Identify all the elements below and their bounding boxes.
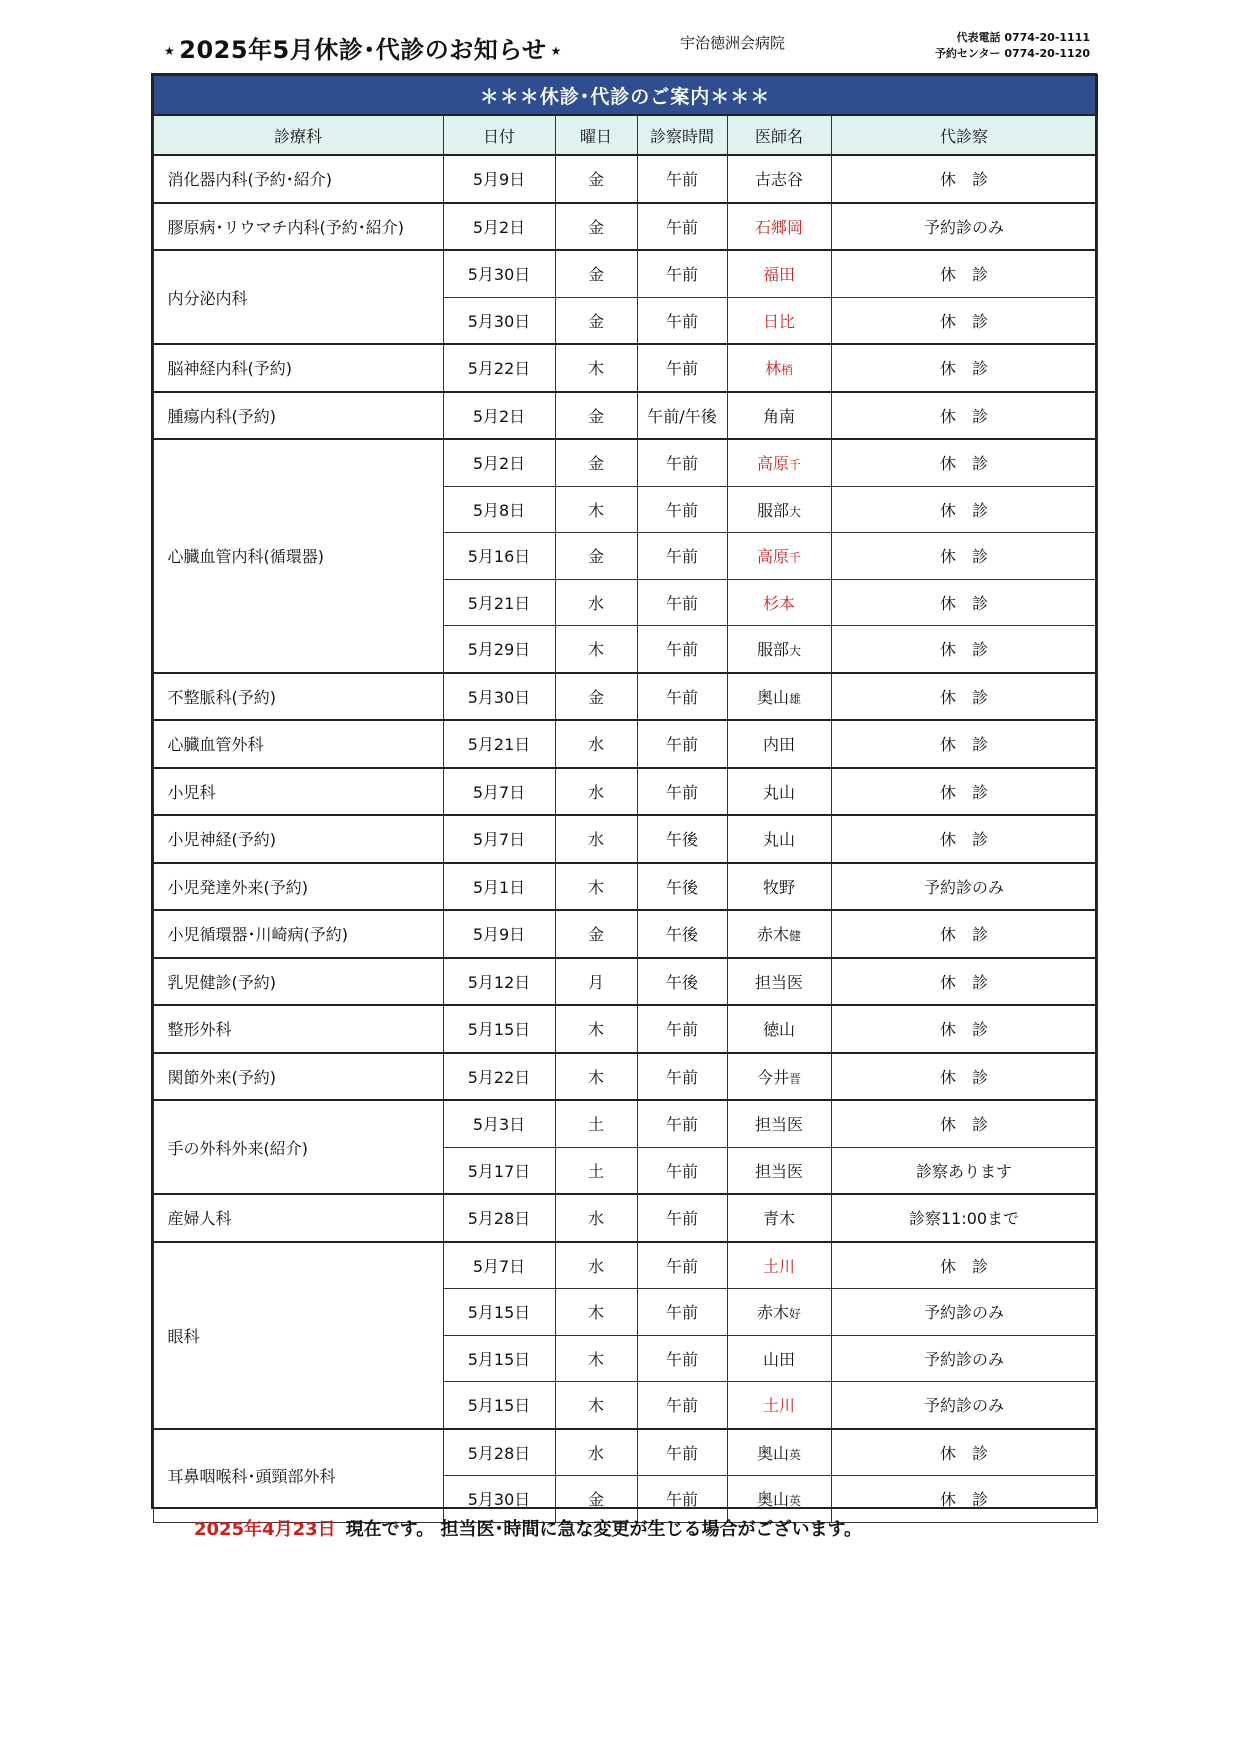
- session-cell: 午前: [637, 344, 727, 392]
- department-cell: 心臓血管内科(循環器): [153, 439, 443, 673]
- doctor-initial: 大: [789, 644, 802, 659]
- doctor-name: 内田: [762, 735, 795, 755]
- doctor-cell: [727, 1335, 831, 1382]
- date-cell: 5月28日: [443, 1194, 555, 1242]
- doctor-cell: [727, 250, 831, 297]
- doctor-name: 古志谷: [754, 170, 803, 190]
- doctor-name: 林: [764, 359, 781, 379]
- session-cell: 午前: [637, 673, 727, 721]
- doctor-cell: [727, 958, 831, 1006]
- table-row: [153, 1242, 1097, 1289]
- status-cell: 診察あります: [831, 1147, 1097, 1194]
- date-cell: 5月9日: [443, 155, 555, 203]
- session-cell: 午後: [637, 815, 727, 863]
- department-cell: 内分泌内科: [153, 250, 443, 344]
- doctor-name: 杉本: [762, 593, 795, 613]
- main-phone: 代表電話 0774-20-1111: [956, 31, 1090, 44]
- department-cell: 脳神経内科(予約): [153, 344, 443, 392]
- table-row: [153, 155, 1097, 203]
- weekday-cell: 金: [555, 392, 637, 440]
- weekday-cell: 水: [555, 815, 637, 863]
- footer-note: [194, 1515, 862, 1541]
- weekday-cell: 木: [555, 626, 637, 673]
- date-cell: 5月9日: [443, 910, 555, 958]
- doctor-cell: [727, 1429, 831, 1476]
- status-cell: 予約診のみ: [831, 203, 1097, 251]
- status-cell: 予約診のみ: [831, 1335, 1097, 1382]
- table-row: [153, 250, 1097, 297]
- weekday-cell: 金: [555, 673, 637, 721]
- doctor-initial: 好: [789, 1307, 802, 1322]
- status-cell: 休 診: [831, 720, 1097, 768]
- department-cell: 乳児健診(予約): [153, 958, 443, 1006]
- schedule-table: [152, 74, 1098, 1523]
- weekday-cell: 木: [555, 1005, 637, 1053]
- doctor-name: 奥山: [756, 1443, 789, 1463]
- session-cell: 午前: [637, 1194, 727, 1242]
- title-text: 2025年5月休診･代診のお知らせ: [179, 36, 547, 64]
- doctor-name: 角南: [762, 406, 795, 426]
- status-cell: 休 診: [831, 439, 1097, 486]
- status-cell: 休 診: [831, 815, 1097, 863]
- doctor-name: 服部: [756, 500, 789, 520]
- doctor-initial: 千: [789, 551, 802, 566]
- doctor-initial: 大: [789, 504, 802, 519]
- department-cell: 関節外来(予約): [153, 1053, 443, 1101]
- session-cell: 午後: [637, 863, 727, 911]
- department-cell: 心臓血管外科: [153, 720, 443, 768]
- department-cell: 消化器内科(予約･紹介): [153, 155, 443, 203]
- status-cell: 休 診: [831, 1100, 1097, 1147]
- table-row: [153, 392, 1097, 440]
- department-cell: 小児循環器･川崎病(予約): [153, 910, 443, 958]
- doctor-initial: 英: [789, 1494, 802, 1509]
- col-header: 代診察: [831, 115, 1097, 155]
- doctor-cell: [727, 1147, 831, 1194]
- department-cell: 産婦人科: [153, 1194, 443, 1242]
- department-cell: 腫瘍内科(予約): [153, 392, 443, 440]
- doctor-cell: [727, 1005, 831, 1053]
- doctor-name: 丸山: [762, 830, 795, 850]
- date-cell: 5月16日: [443, 533, 555, 580]
- status-cell: 診察11:00まで: [831, 1194, 1097, 1242]
- table-row: [153, 863, 1097, 911]
- doctor-name: 日比: [762, 311, 795, 331]
- date-cell: 5月2日: [443, 203, 555, 251]
- date-cell: 5月15日: [443, 1382, 555, 1429]
- session-cell: 午前: [637, 1335, 727, 1382]
- table-row: [153, 1053, 1097, 1101]
- session-cell: 午前: [637, 1242, 727, 1289]
- doctor-name: 丸山: [762, 782, 795, 802]
- doctor-name: 担当医: [754, 972, 803, 992]
- date-cell: 5月7日: [443, 1242, 555, 1289]
- status-cell: 休 診: [831, 155, 1097, 203]
- date-cell: 5月30日: [443, 673, 555, 721]
- doctor-initial: 雄: [789, 691, 802, 706]
- table-row: [153, 203, 1097, 251]
- weekday-cell: 金: [555, 250, 637, 297]
- session-cell: 午前/午後: [637, 392, 727, 440]
- table-banner: [153, 75, 1097, 115]
- doctor-name: 牧野: [762, 877, 795, 897]
- doctor-cell: [727, 626, 831, 673]
- department-cell: 小児神経(予約): [153, 815, 443, 863]
- session-cell: 午前: [637, 1429, 727, 1476]
- session-cell: 午前: [637, 1053, 727, 1101]
- session-cell: 午前: [637, 486, 727, 533]
- status-cell: 休 診: [831, 1053, 1097, 1101]
- doctor-name: 福田: [762, 265, 795, 285]
- date-cell: 5月7日: [443, 768, 555, 816]
- hospital-name: 宇治徳洲会病院: [680, 34, 786, 52]
- doctor-cell: [727, 486, 831, 533]
- doctor-cell: [727, 1289, 831, 1336]
- status-cell: 休 診: [831, 297, 1097, 344]
- doctor-cell: [727, 297, 831, 344]
- doctor-name: 赤木: [756, 925, 789, 945]
- doctor-name: 服部: [756, 640, 789, 660]
- table-row: [153, 439, 1097, 486]
- status-cell: 休 診: [831, 626, 1097, 673]
- session-cell: 午前: [637, 1289, 727, 1336]
- banner-text: ＊＊＊休診･代診のご案内＊＊＊: [153, 75, 1097, 115]
- doctor-cell: [727, 815, 831, 863]
- doctor-cell: [727, 1194, 831, 1242]
- date-cell: 5月15日: [443, 1335, 555, 1382]
- table-row: [153, 344, 1097, 392]
- session-cell: 午前: [637, 439, 727, 486]
- date-cell: 5月2日: [443, 392, 555, 440]
- doctor-cell: [727, 392, 831, 440]
- doctor-name: 今井: [756, 1067, 789, 1087]
- date-cell: 5月28日: [443, 1429, 555, 1476]
- weekday-cell: 金: [555, 203, 637, 251]
- date-cell: 5月15日: [443, 1005, 555, 1053]
- weekday-cell: 木: [555, 863, 637, 911]
- department-cell: 整形外科: [153, 1005, 443, 1053]
- session-cell: 午前: [637, 1147, 727, 1194]
- session-cell: 午前: [637, 1005, 727, 1053]
- doctor-name: 担当医: [754, 1115, 803, 1135]
- footer-text: 現在です。 担当医･時間に急な変更が生じる場合がございます。: [345, 1519, 863, 1540]
- doctor-cell: [727, 579, 831, 626]
- doctor-cell: [727, 1100, 831, 1147]
- weekday-cell: 金: [555, 910, 637, 958]
- doctor-cell: [727, 910, 831, 958]
- status-cell: 休 診: [831, 579, 1097, 626]
- table-row: [153, 1194, 1097, 1242]
- session-cell: 午前: [637, 1382, 727, 1429]
- col-header: 診察時間: [637, 115, 727, 155]
- weekday-cell: 水: [555, 1242, 637, 1289]
- col-header: 診療科: [153, 115, 443, 155]
- session-cell: 午前: [637, 297, 727, 344]
- doctor-initial: 晋: [789, 1071, 802, 1086]
- department-cell: 小児科: [153, 768, 443, 816]
- date-cell: 5月22日: [443, 1053, 555, 1101]
- weekday-cell: 木: [555, 486, 637, 533]
- session-cell: 午前: [637, 203, 727, 251]
- doctor-initial: 健: [789, 929, 802, 944]
- status-cell: 休 診: [831, 958, 1097, 1006]
- weekday-cell: 金: [555, 155, 637, 203]
- date-cell: 5月30日: [443, 297, 555, 344]
- session-cell: 午前: [637, 1476, 727, 1523]
- date-cell: 5月30日: [443, 250, 555, 297]
- status-cell: 休 診: [831, 533, 1097, 580]
- col-header: 日付: [443, 115, 555, 155]
- weekday-cell: 水: [555, 768, 637, 816]
- weekday-cell: 月: [555, 958, 637, 1006]
- status-cell: 休 診: [831, 673, 1097, 721]
- weekday-cell: 金: [555, 533, 637, 580]
- reservation-phone: 予約センター 0774-20-1120: [934, 47, 1090, 60]
- weekday-cell: 水: [555, 720, 637, 768]
- status-cell: 休 診: [831, 250, 1097, 297]
- department-cell: 小児発達外来(予約): [153, 863, 443, 911]
- doctor-name: 土川: [762, 1396, 795, 1416]
- doctor-name: 青木: [762, 1209, 795, 1229]
- doctor-cell: [727, 533, 831, 580]
- date-cell: 5月8日: [443, 486, 555, 533]
- table-row: [153, 910, 1097, 958]
- date-cell: 5月15日: [443, 1289, 555, 1336]
- doctor-name: 担当医: [754, 1161, 803, 1181]
- date-cell: 5月30日: [443, 1476, 555, 1523]
- doctor-name: 高原: [756, 547, 789, 567]
- doctor-cell: [727, 344, 831, 392]
- weekday-cell: 土: [555, 1147, 637, 1194]
- star-icon: ★: [550, 44, 562, 58]
- doctor-cell: [727, 673, 831, 721]
- date-cell: 5月2日: [443, 439, 555, 486]
- session-cell: 午前: [637, 579, 727, 626]
- status-cell: 休 診: [831, 344, 1097, 392]
- doctor-name: 山田: [762, 1349, 795, 1369]
- date-cell: 5月12日: [443, 958, 555, 1006]
- status-cell: 予約診のみ: [831, 1382, 1097, 1429]
- as-of-date: 2025年4月23日: [194, 1519, 336, 1540]
- doctor-name: 徳山: [762, 1020, 795, 1040]
- session-cell: 午前: [637, 768, 727, 816]
- department-cell: 耳鼻咽喉科･頭頸部外科: [153, 1429, 443, 1523]
- session-cell: 午前: [637, 250, 727, 297]
- weekday-cell: 木: [555, 1289, 637, 1336]
- table-row: [153, 1429, 1097, 1476]
- weekday-cell: 木: [555, 1382, 637, 1429]
- date-cell: 5月21日: [443, 579, 555, 626]
- table-row: [153, 720, 1097, 768]
- doctor-name: 高原: [756, 454, 789, 474]
- table-row: [153, 815, 1097, 863]
- department-cell: 膠原病･リウマチ内科(予約･紹介): [153, 203, 443, 251]
- doctor-name: 赤木: [756, 1303, 789, 1323]
- session-cell: 午前: [637, 626, 727, 673]
- status-cell: 休 診: [831, 486, 1097, 533]
- session-cell: 午後: [637, 910, 727, 958]
- department-cell: 手の外科外来(紹介): [153, 1100, 443, 1194]
- doctor-initial: 梢: [781, 363, 794, 378]
- status-cell: 休 診: [831, 392, 1097, 440]
- doctor-cell: [727, 863, 831, 911]
- session-cell: 午後: [637, 958, 727, 1006]
- page-title: [160, 30, 566, 65]
- page-header: [0, 0, 1240, 75]
- table-row: [153, 1100, 1097, 1147]
- doctor-cell: [727, 1382, 831, 1429]
- weekday-cell: 木: [555, 344, 637, 392]
- star-icon: ★: [164, 44, 176, 58]
- status-cell: 休 診: [831, 1005, 1097, 1053]
- date-cell: 5月1日: [443, 863, 555, 911]
- status-cell: 予約診のみ: [831, 863, 1097, 911]
- table-row: [153, 768, 1097, 816]
- doctor-cell: [727, 1242, 831, 1289]
- contact-info: [935, 30, 1090, 62]
- date-cell: 5月3日: [443, 1100, 555, 1147]
- doctor-initial: 千: [789, 458, 802, 473]
- status-cell: 休 診: [831, 1429, 1097, 1476]
- status-cell: 予約診のみ: [831, 1289, 1097, 1336]
- doctor-name: 奥山: [756, 1490, 789, 1510]
- weekday-cell: 金: [555, 297, 637, 344]
- doctor-cell: [727, 155, 831, 203]
- date-cell: 5月22日: [443, 344, 555, 392]
- status-cell: 休 診: [831, 1476, 1097, 1523]
- weekday-cell: 水: [555, 1429, 637, 1476]
- table-row: [153, 1005, 1097, 1053]
- doctor-cell: [727, 203, 831, 251]
- weekday-cell: 金: [555, 439, 637, 486]
- date-cell: 5月7日: [443, 815, 555, 863]
- session-cell: 午前: [637, 1100, 727, 1147]
- doctor-name: 土川: [762, 1256, 795, 1276]
- weekday-cell: 水: [555, 579, 637, 626]
- doctor-initial: 英: [789, 1447, 802, 1462]
- weekday-cell: 土: [555, 1100, 637, 1147]
- weekday-cell: 木: [555, 1335, 637, 1382]
- department-cell: 眼科: [153, 1242, 443, 1429]
- session-cell: 午前: [637, 720, 727, 768]
- doctor-cell: [727, 439, 831, 486]
- doctor-name: 石郷岡: [754, 217, 803, 237]
- column-header-row: [153, 115, 1097, 155]
- status-cell: 休 診: [831, 910, 1097, 958]
- col-header: 医師名: [727, 115, 831, 155]
- doctor-cell: [727, 1053, 831, 1101]
- status-cell: 休 診: [831, 768, 1097, 816]
- weekday-cell: 金: [555, 1476, 637, 1523]
- session-cell: 午前: [637, 533, 727, 580]
- table-row: [153, 958, 1097, 1006]
- weekday-cell: 水: [555, 1194, 637, 1242]
- department-cell: 不整脈科(予約): [153, 673, 443, 721]
- col-header: 曜日: [555, 115, 637, 155]
- session-cell: 午前: [637, 155, 727, 203]
- date-cell: 5月29日: [443, 626, 555, 673]
- date-cell: 5月17日: [443, 1147, 555, 1194]
- doctor-cell: [727, 768, 831, 816]
- doctor-cell: [727, 720, 831, 768]
- status-cell: 休 診: [831, 1242, 1097, 1289]
- date-cell: 5月21日: [443, 720, 555, 768]
- doctor-name: 奥山: [756, 687, 789, 707]
- table-row: [153, 673, 1097, 721]
- weekday-cell: 木: [555, 1053, 637, 1101]
